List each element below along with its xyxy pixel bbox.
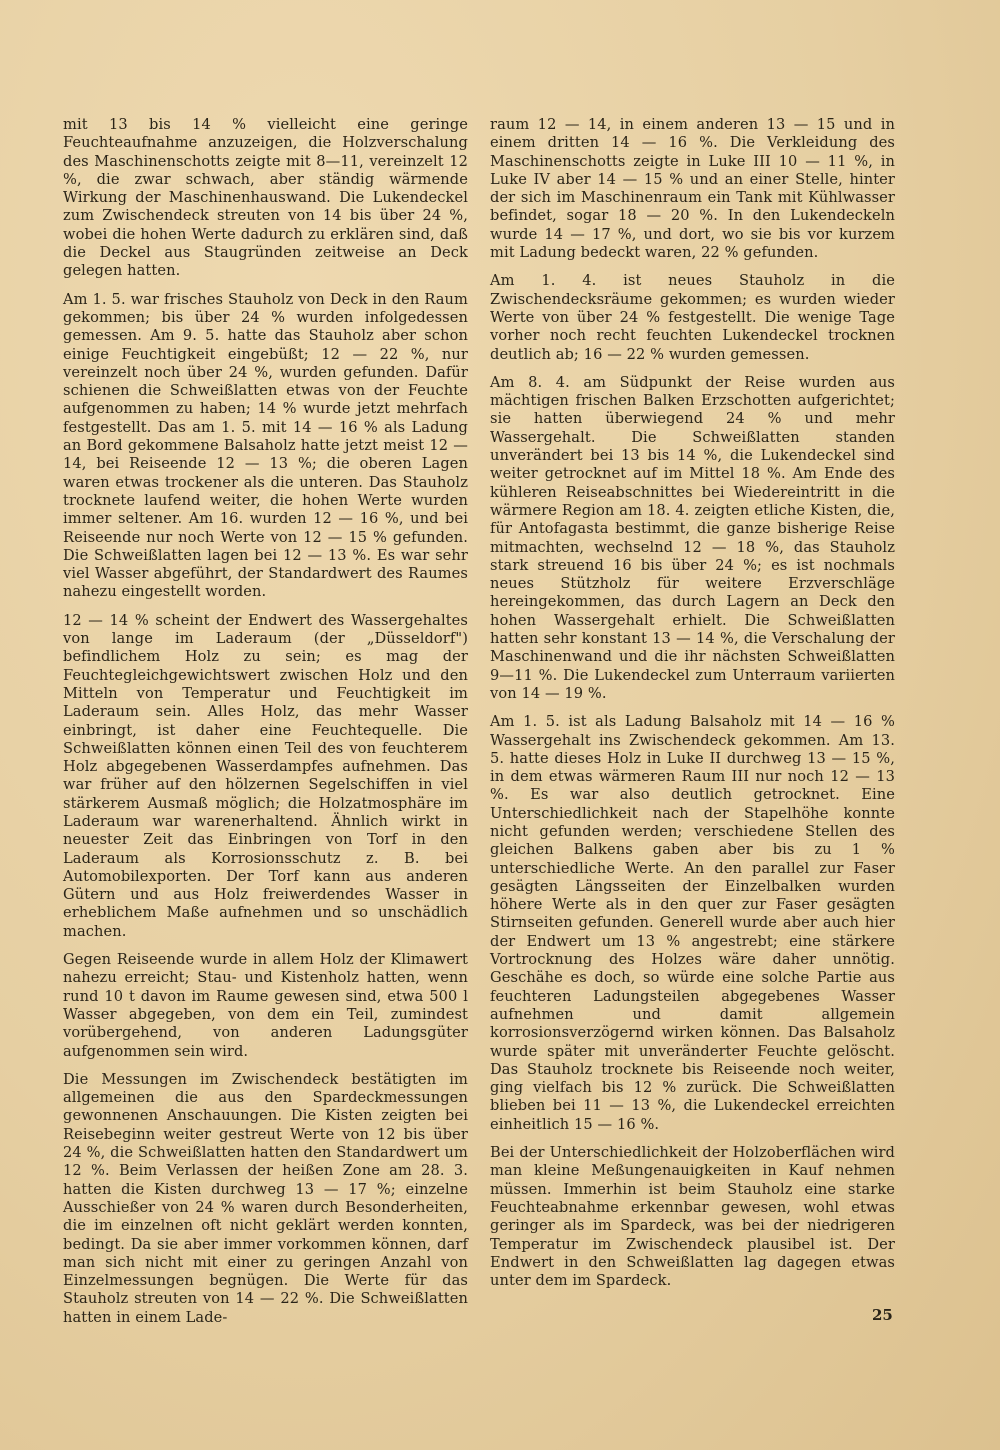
paragraph: Am 1. 5. war frisches Stauholz von Deck in den Raum gekommen; bis über 24 % wurden infolgedessen gemessen. Am 9. 5. hatte das Stauholz aber schon einige Feuchtigkeit eingebüßt; 12 — 22 %, nur vereinzelt noch über 24 %, wurden gefunden. Dafür schienen die Schweißlatten etwas von der Feuchte aufgenommen zu haben; 14 % wurde jetzt mehrfach festgestellt. Das am 1. 5. mit 14 — 16 % als Ladung an Bord gekommene Balsaholz hatte jetzt meist 12 — 14, bei Reiseende 12 — 13 %; die oberen Lagen waren etwas trockener als die unteren. Das Stauholz trocknete laufend weiter, die hohen Werte wurden immer seltener. Am 16. wurden 12 — 16 %, und bei Reiseende nur noch Werte von 12 — 15 % gefunden. Die Schweißlatten lagen bei 12 — 13 %. Es war sehr viel Wasser abgeführt, der Standardwert des Raumes nahezu eingestellt worden.: [63, 290, 468, 601]
paragraph: Bei der Unterschiedlichkeit der Holzoberflächen wird man kleine Meßungenauigkeiten in Kauf nehmen müssen. Immerhin ist beim Stauholz eine starke Feuchteabnahme erkennbar gewesen, wohl etwas geringer als im Spardeck, was bei der niedrigeren Temperatur im Zwischendeck plausibel ist. Der Endwert in den Schweißlatten lag dagegen etwas unter dem im Spardeck.: [490, 1144, 895, 1290]
paragraph: Am 1. 5. ist als Ladung Balsaholz mit 14 — 16 % Wassergehalt ins Zwischendeck gekommen. Am 13. 5. hatte dieses Holz in Luke II durchweg 13 — 15 %, in dem etwas wärmeren Raum III nur noch 12 — 13 %. Es war also deutlich getrocknet. Eine Unterschiedlichkeit nach der Stapelhöhe konnte nicht gefunden werden; verschiedene Stellen des gleichen Balkens gaben aber bis zu 1 % unterschiedliche Werte. An den parallel zur Faser gesägten Längsseiten der Einzelbalken wurden höhere Werte als in den quer zur Faser gesägten Stirnseiten gefunden. Generell wurde aber auch hier der Endwert um 13 % angestrebt; eine stärkere Vortrocknung des Holzes wäre daher unnötig. Geschähe es doch, so würde eine solche Partie aus feuchteren Ladungsteilen abgegebenes Wasser aufnehmen und damit allgemein korrosionsverzögernd wirken können. Das Balsaholz wurde später mit unveränderter Feuchte gelöscht. Das Stauholz trocknete bis Reiseende noch weiter, ging vielfach bis 12 % zurück. Die Schweißlatten blieben bei 11 — 13 %, die Lukendeckel erreichten einheitlich 15 — 16 %.: [490, 713, 895, 1133]
paragraph: mit 13 bis 14 % vielleicht eine geringe Feuchteaufnahme anzuzeigen, die Holzverschalung des Maschinenschotts zeigte mit 8—11, vereinzelt 12 %, die zwar schwach, aber ständig wärmende Wirkung der Maschinenhauswand. Die Lukendeckel zum Zwischendeck streuten von 14 bis über 24 %, wobei die hohen Werte dadurch zu erklären sind, daß die Deckel aus Staugründen zeitweise an Deck gelegen hatten.: [63, 116, 468, 280]
paragraph: raum 12 — 14, in einem anderen 13 — 15 und in einem dritten 14 — 16 %. Die Verkleidung des Maschinenschotts zeigte in Luke III 10 — 11 %, in Luke IV aber 14 — 15 % und an einer Stelle, hinter der sich im Maschinenraum ein Tank mit Kühlwasser befindet, sogar 18 — 20 %. In den Lukendeckeln wurde 14 — 17 %, und dort, wo sie bis vor kurzem mit Ladung bedeckt waren, 22 % gefunden.: [490, 116, 895, 262]
page-number: 25: [872, 1306, 893, 1324]
left-column: [63, 116, 468, 1337]
paragraph: Am 1. 4. ist neues Stauholz in die Zwischendecksräume gekommen; es wurden wieder Werte von über 24 % festgestellt. Die wenige Tage vorher noch recht feuchten Lukendeckel trocknen deutlich ab; 16 — 22 % wurden gemessen.: [490, 272, 895, 363]
right-column: [490, 116, 895, 1300]
paragraph: Gegen Reiseende wurde in allem Holz der Klimawert nahezu erreicht; Stau- und Kistenholz hatten, wenn rund 10 t davon im Raume gewesen sind, etwa 500 l Wasser abgegeben, von dem ein Teil, zumindest vorübergehend, von anderen Ladungsgüter aufgenommen sein wird.: [63, 951, 468, 1060]
paragraph: 12 — 14 % scheint der Endwert des Wassergehaltes von lange im Laderaum (der „Düsseldorf") befindlichem Holz zu sein; es mag der Feuchtegleichgewichtswert zwischen Holz und den Mitteln von Temperatur und Feuchtigkeit im Laderaum sein. Alles Holz, das mehr Wasser einbringt, ist daher eine Feuchtequelle. Die Schweißlatten können einen Teil des von feuchterem Holz abgegebenen Wasserdampfes aufnehmen. Das war früher auf den hölzernen Segelschiffen in viel stärkerem Ausmaß möglich; die Holzatmosphäre im Laderaum war warenerhaltend. Ähnlich wirkt in neuester Zeit das Einbringen von Torf in den Laderaum als Korrosionsschutz z. B. bei Automobilexporten. Der Torf kann aus anderen Gütern und aus Holz freiwerdendes Wasser in erheblichem Maße aufnehmen und so unschädlich machen.: [63, 611, 468, 940]
paragraph: Die Messungen im Zwischendeck bestätigten im allgemeinen die aus den Spardeckmessungen gewonnenen Anschauungen. Die Kisten zeigten bei Reisebeginn weiter gestreut Werte von 12 bis über 24 %, die Schweißlatten hatten den Standardwert um 12 %. Beim Verlassen der heißen Zone am 28. 3. hatten die Kisten durchweg 13 — 17 %; einzelne Ausschießer von 24 % waren durch Besonderheiten, die im einzelnen oft nicht geklärt werden konnten, bedingt. Da sie aber immer vorkommen können, darf man sich nicht mit einer zu geringen Anzahl von Einzelmessungen begnügen. Die Werte für das Stauholz streuten von 14 — 22 %. Die Schweißlatten hatten in einem Lade-: [63, 1070, 468, 1326]
paragraph: Am 8. 4. am Südpunkt der Reise wurden aus mächtigen frischen Balken Erzschotten aufgerichtet; sie hatten überwiegend 24 % und mehr Wassergehalt. Die Schweißlatten standen unverändert bei 13 bis 14 %, die Lukendeckel sind weiter getrocknet auf im Mittel 18 %. Am Ende des kühleren Reiseabschnittes bei Wiedereintritt in die wärmere Region am 18. 4. zeigten etliche Kisten, die, für Antofagasta bestimmt, die ganze bisherige Reise mitmachten, wechselnd 12 — 18 %, das Stauholz stark streuend 16 bis über 24 %; es ist nochmals neues Stützholz für weitere Erzverschläge hereingekommen, das durch Lagern an Deck den hohen Wassergehalt erhielt. Die Schweißlatten hatten sehr konstant 13 — 14 %, die Verschalung der Maschinenwand und die ihr nächsten Schweißlatten 9—11 %. Die Lukendeckel zum Unterraum variierten von 14 — 19 %.: [490, 373, 895, 702]
